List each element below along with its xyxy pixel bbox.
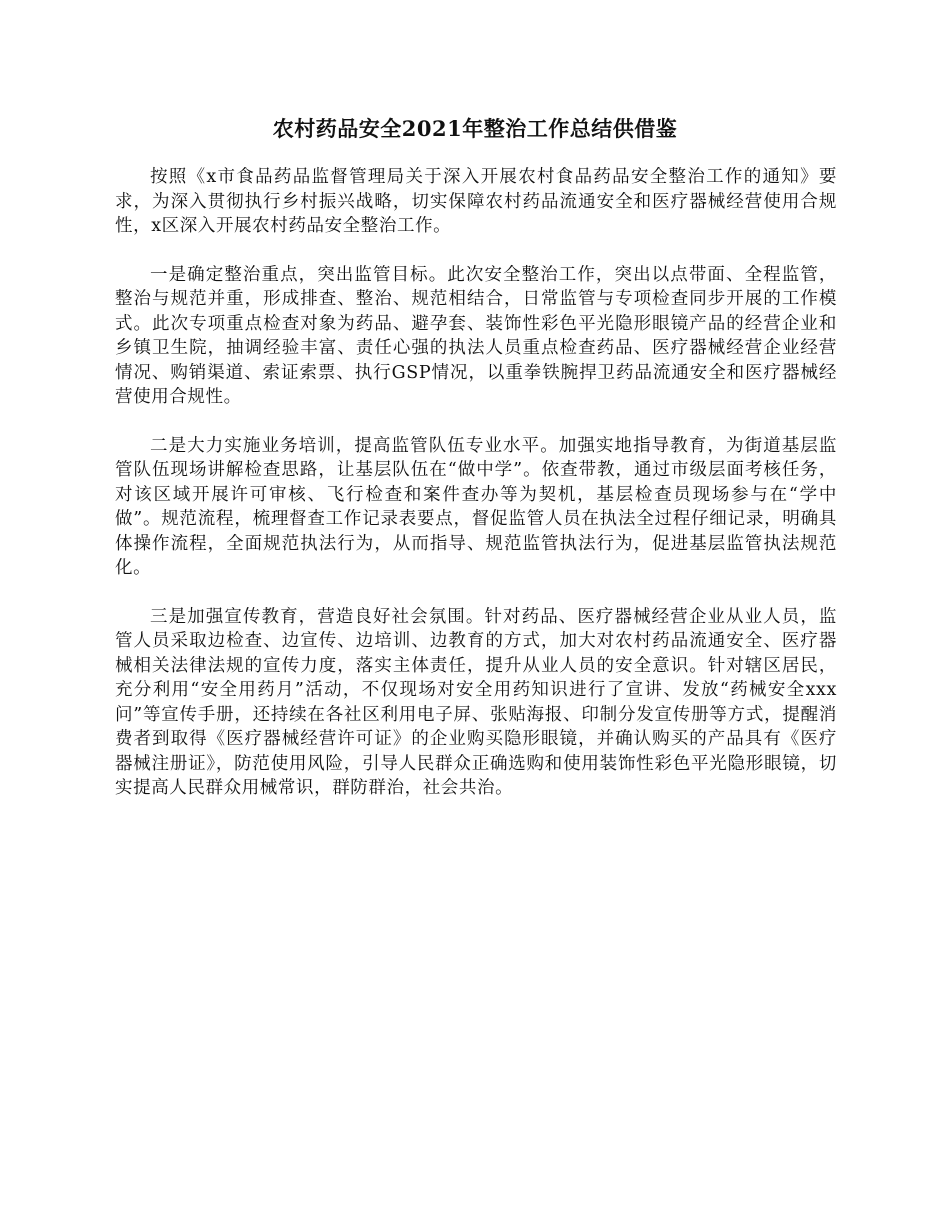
paragraph-training: 二是大力实施业务培训，提高监管队伍专业水平。加强实地指导教育，为街道基层监管队伍现场讲解检查思路，让基层队伍在“做中学”。依查带教，通过市级层面考核任务，对该区域开展许可审核、飞行检查和案件查办等为契机，基层检查员现场参与在“学中做”。规范流程，梳理督查工作记录表要点，督促监管人员在执法全过程仔细记录，明确具体操作流程，全面规范执法行为，从而指导、规范监管执法行为，促进基层监管执法规范化。: [115, 435, 837, 578]
paragraph-focus: 一是确定整治重点，突出监管目标。此次安全整治工作，突出以点带面、全程监管，整治与规范并重，形成排查、整治、规范相结合，日常监管与专项检查同步开展的工作模式。此次专项重点检查对象为药品、避孕套、装饰性彩色平光隐形眼镜产品的经营企业和乡镇卫生院，抽调经验丰富、责任心强的执法人员重点检查药品、医疗器械经营企业经营情况、购销渠道、索证索票、执行GSP情况，以重拳铁腕捍卫药品流通安全和医疗器械经营使用合规性。: [115, 264, 837, 407]
paragraph-publicity: 三是加强宣传教育，营造良好社会氛围。针对药品、医疗器械经营企业从业人员，监管人员采取边检查、边宣传、边培训、边教育的方式，加大对农村药品流通安全、医疗器械相关法律法规的宣传力度，落实主体责任，提升从业人员的安全意识。针对辖区居民，充分利用“安全用药月”活动，不仅现场对安全用药知识进行了宣讲、发放“药械安全xxx问”等宣传手册，还持续在各社区利用电子屏、张贴海报、印制分发宣传册等方式，提醒消费者到取得《医疗器械经营许可证》的企业购买隐形眼镜，并确认购买的产品具有《医疗器械注册证》，防范使用风险，引导人民群众正确选购和使用装饰性彩色平光隐形眼镜，切实提高人民群众用械常识，群防群治，社会共治。: [115, 606, 837, 798]
document-body: [115, 165, 837, 825]
paragraph-intro: 按照《x市食品药品监督管理局关于深入开展农村食品药品安全整治工作的通知》要求，为深入贯彻执行乡村振兴战略，切实保障农村药品流通安全和医疗器械经营使用合规性，x区深入开展农村药品安全整治工作。: [115, 167, 837, 236]
document-title: 农村药品安全2021年整治工作总结供借鉴: [272, 116, 678, 141]
